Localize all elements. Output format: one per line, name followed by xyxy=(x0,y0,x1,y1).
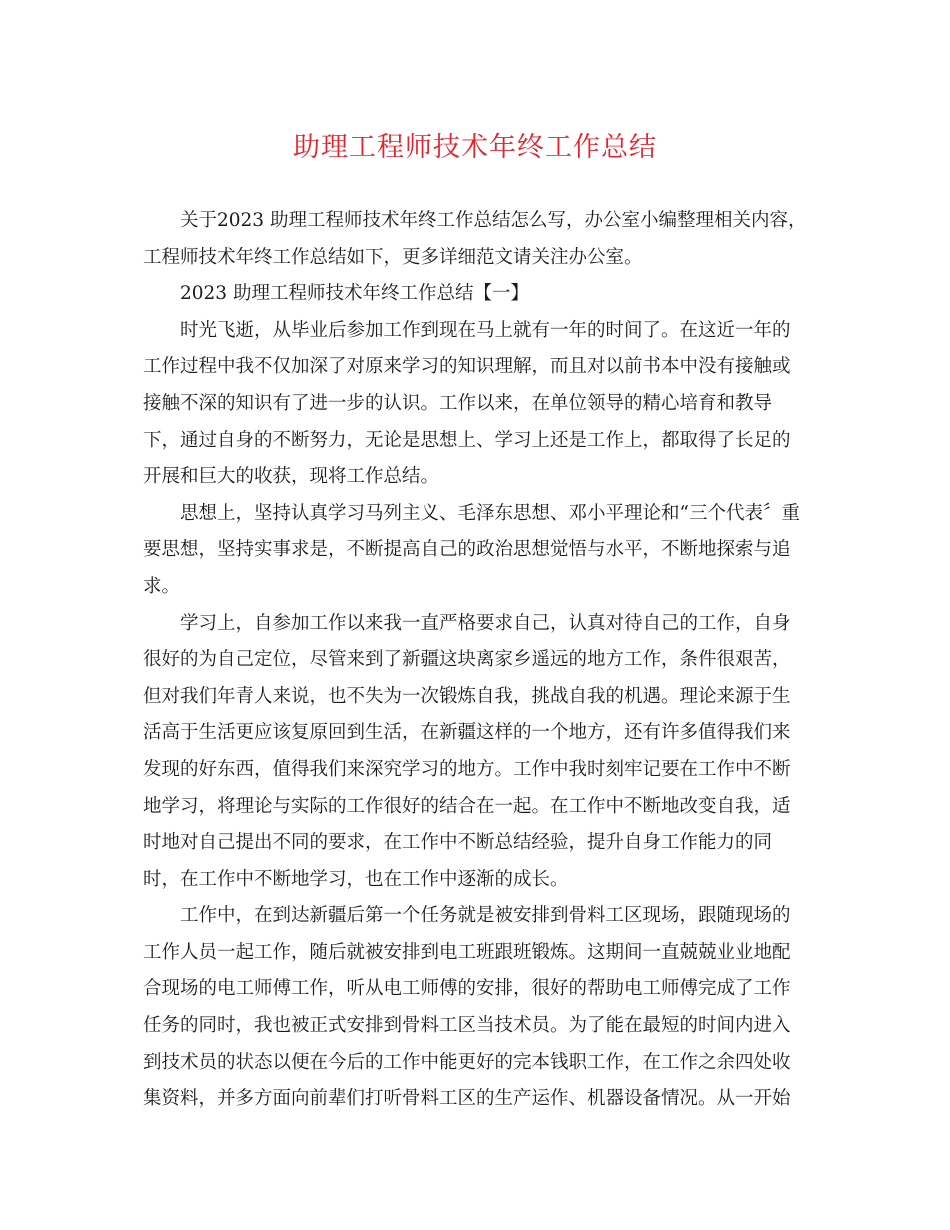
paragraph xyxy=(143,898,803,1118)
paragraph-line: 很好的为自己定位，尽管来到了新疆这块离家乡遥远的地方工作，条件很艰苦， xyxy=(143,649,791,671)
paragraph-line: 地学习，将理论与实际的工作很好的结合在一起。在工作中不断地改变自我，适 xyxy=(143,795,791,817)
paragraph-line: 要思想，坚持实事求是，不断提高自己的政治思想觉悟与水平，不断地探索与追 xyxy=(143,539,791,561)
paragraph-line: 活高于生活更应该复原回到生活，在新疆这样的一个地方，还有许多值得我们来 xyxy=(143,722,791,744)
paragraph-line: 时地对自己提出不同的要求，在工作中不断总结经验，提升自身工作能力的同 xyxy=(143,832,773,854)
paragraph-line: 工作过程中我不仅加深了对原来学习的知识理解，而且对以前书本中没有接触或 xyxy=(143,356,791,378)
paragraph-line: 但对我们年青人来说，也不失为一次锻炼自我，挑战自我的机遇。理论来源于生 xyxy=(143,685,791,707)
document-title: 助理工程师技术年终工作总结 xyxy=(293,132,657,163)
paragraph xyxy=(143,606,803,899)
paragraph xyxy=(143,496,803,606)
paragraph-line: 集资料，并多方面向前辈们打听骨料工区的生产运作、机器设备情况。从一开始 xyxy=(143,1088,791,1110)
paragraph-line: 到技术员的状态以便在今后的工作中能更好的完本钱职工作，在工作之余四处收 xyxy=(143,1051,791,1073)
paragraph-line: 工作中，在到达新疆后第一个任务就是被安排到骨料工区现场，跟随现场的 xyxy=(180,905,791,927)
paragraph-line: 时光飞逝，从毕业后参加工作到现在马上就有一年的时间了。在这近一年的 xyxy=(180,319,791,341)
paragraph-line: 时，在工作中不断地学习，也在工作中逐渐的成长。 xyxy=(143,868,569,890)
paragraph-line: 发现的好东西，值得我们来深究学习的地方。工作中我时刻牢记要在工作中不断 xyxy=(143,758,791,780)
paragraph-line: 任务的同时，我也被正式安排到骨料工区当技术员。为了能在最短的时间内进入 xyxy=(143,1015,791,1037)
paragraph-line: 开展和巨大的收获，现将工作总结。 xyxy=(143,466,440,488)
paragraph-line: 接触不深的知识有了进一步的认识。工作以来，在单位领导的精心培育和教导 xyxy=(143,392,773,414)
paragraph-line: 工作人员一起工作，随后就被安排到电工班跟班锻炼。这期间一直兢兢业业地配 xyxy=(143,941,791,963)
paragraph xyxy=(143,313,803,496)
paragraph-line: 合现场的电工师傅工作，听从电工师傅的安排，很好的帮助电工师傅完成了工作 xyxy=(143,978,791,1000)
paragraph-line: 求。 xyxy=(143,575,181,597)
paragraph-line: 工程师技术年终工作总结如下，更多详细范文请关注办公室。 xyxy=(143,246,643,268)
document-body xyxy=(143,203,807,1118)
paragraph-line: 关于2023 助理工程师技术年终工作总结怎么写，办公室小编整理相关内容， xyxy=(180,210,807,231)
paragraph xyxy=(143,203,807,276)
paragraph-line: 2023 助理工程师技术年终工作总结【一】 xyxy=(180,283,529,305)
paragraph xyxy=(143,276,803,313)
paragraph-line: 下，通过自身的不断努力，无论是思想上、学习上还是工作上，都取得了长足的 xyxy=(143,429,791,451)
paragraph-line: 学习上，自参加工作以来我一直严格要求自己，认真对待自己的工作，自身 xyxy=(180,612,791,634)
paragraph-line: 思想上，坚持认真学习马列主义、毛泽东思想、邓小平理论和“三个代表〞重 xyxy=(180,502,800,524)
